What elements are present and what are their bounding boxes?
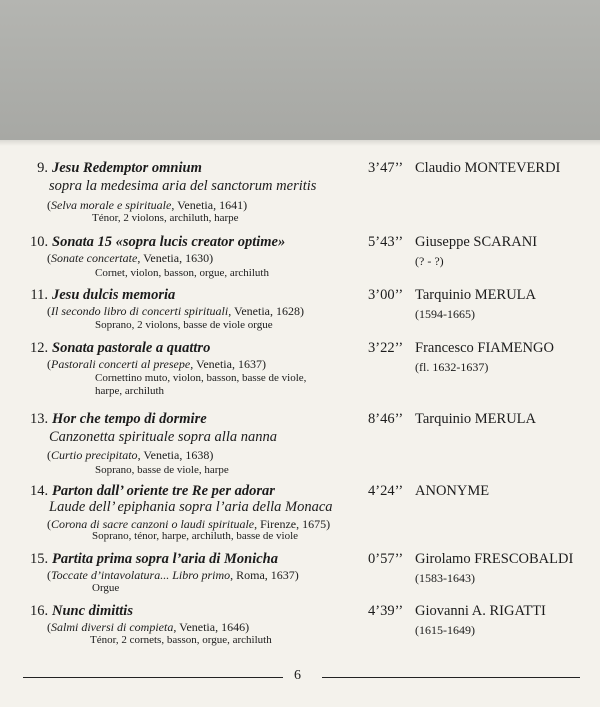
track-title: Parton dall’ oriente tre Re per adorar xyxy=(52,483,275,499)
track-duration: 3’00’’ xyxy=(368,287,404,303)
footer-rule-right xyxy=(322,677,580,678)
track-number: 11. xyxy=(30,287,48,303)
track-performers: Soprano, basse de viole, harpe xyxy=(95,464,229,476)
source-title: Toccate d’intavolatura... Libro primo xyxy=(51,568,231,582)
track-performers: Soprano, ténor, harpe, archiluth, basse de viole xyxy=(92,530,299,542)
track-number: 12. xyxy=(30,340,49,356)
composer-dates: (1583-1643) xyxy=(415,571,475,585)
track-title: Jesu dulcis memoria xyxy=(52,287,176,303)
track-number: 15. xyxy=(30,551,49,567)
track-duration: 5’43’’ xyxy=(368,234,404,250)
track-source: (Toccate d’intavolatura... Libro primo, Roma, 1637) xyxy=(47,568,299,582)
track-composer: Tarquinio MERULA xyxy=(415,287,537,303)
track-title: Partita prima sopra l’aria di Monicha xyxy=(52,551,278,567)
track-source: (Il secondo libro di concerti spirituali, Venetia, 1628) xyxy=(47,304,304,318)
track-subtitle: Laude dell’ epiphania sopra l’aria della Monaca xyxy=(49,499,333,515)
header-gray-band xyxy=(0,0,600,140)
track-title: Nunc dimittis xyxy=(52,603,133,619)
composer-dates: (1594-1665) xyxy=(415,307,475,321)
track-title: Sonata pastorale a quattro xyxy=(52,340,211,356)
track-duration: 3’47’’ xyxy=(368,160,404,176)
track-performers: Ténor, 2 cornets, basson, orgue, archiluth xyxy=(90,634,272,646)
track-performers: Ténor, 2 violons, archiluth, harpe xyxy=(92,212,239,224)
composer-dates: (fl. 1632-1637) xyxy=(415,360,489,374)
track-duration: 4’39’’ xyxy=(368,603,404,619)
track-composer: Girolamo FRESCOBALDI xyxy=(415,551,574,567)
track-subtitle: sopra la medesima aria del sanctorum meritis xyxy=(49,178,317,194)
track-source: (Salmi diversi di compieta, Venetia, 1646) xyxy=(47,620,250,634)
track-composer: Francesco FIAMENGO xyxy=(415,340,554,356)
source-detail: , Venetia, 1638) xyxy=(137,448,214,462)
track-composer: Giovanni A. RIGATTI xyxy=(415,603,546,619)
track-performers: Cornet, violon, basson, orgue, archiluth xyxy=(95,267,269,279)
track-performers: Soprano, 2 violons, basse de viole orgue xyxy=(95,319,273,331)
track-performers-continued: harpe, archiluth xyxy=(95,385,165,397)
source-detail: , Venetia, 1637) xyxy=(190,357,266,371)
track-source: (Sonate concertate, Venetia, 1630) xyxy=(47,251,214,265)
track-composer: ANONYME xyxy=(415,483,490,499)
track-performers: Cornettino muto, violon, basson, basse de viole, xyxy=(95,372,307,384)
track-duration: 8’46’’ xyxy=(368,411,404,427)
track-composer: Giuseppe SCARANI xyxy=(415,234,538,250)
track-duration: 0’57’’ xyxy=(368,551,404,567)
track-title: Sonata 15 «sopra lucis creator optime» xyxy=(52,234,286,250)
source-title: Corona di sacre canzoni o laudi spirituale xyxy=(51,517,255,531)
page-number: 6 xyxy=(294,668,301,683)
track-duration: 3’22’’ xyxy=(368,340,404,356)
source-detail: , Venetia, 1641) xyxy=(171,198,248,212)
track-number: 14. xyxy=(30,483,49,499)
source-detail: , Venetia, 1646) xyxy=(173,620,250,634)
composer-dates: (1615-1649) xyxy=(415,623,475,637)
track-number: 9. xyxy=(37,160,48,176)
source-title: Sonate concertate xyxy=(51,251,138,265)
track-number: 10. xyxy=(30,234,49,250)
source-detail: , Venetia, 1628) xyxy=(228,304,304,318)
track-source: (Pastorali concerti al presepe, Venetia, 1637) xyxy=(47,357,266,371)
track-source: (Curtio precipitato, Venetia, 1638) xyxy=(47,448,214,462)
track-source: (Selva morale e spirituale, Venetia, 1641) xyxy=(47,198,248,212)
source-title: Salmi diversi di compieta xyxy=(51,620,174,634)
source-title: Curtio precipitato xyxy=(51,448,138,462)
track-composer: Claudio MONTEVERDI xyxy=(415,160,561,176)
source-title: Selva morale e spirituale xyxy=(51,198,172,212)
composer-dates: (? - ?) xyxy=(415,254,444,268)
track-number: 13. xyxy=(30,411,49,427)
track-composer: Tarquinio MERULA xyxy=(415,411,537,427)
track-number: 16. xyxy=(30,603,49,619)
track-title: Jesu Redemptor omnium xyxy=(52,160,202,176)
track-title: Hor che tempo di dormire xyxy=(52,411,207,427)
track-subtitle: Canzonetta spirituale sopra alla nanna xyxy=(49,429,277,445)
source-detail: , Firenze, 1675) xyxy=(254,517,331,531)
source-title: Pastorali concerti al presepe xyxy=(51,357,191,371)
track-duration: 4’24’’ xyxy=(368,483,404,499)
footer-rule-left xyxy=(23,677,283,678)
source-title: Il secondo libro di concerti spirituali xyxy=(51,304,229,318)
source-detail: , Venetia, 1630) xyxy=(137,251,214,265)
source-detail: , Roma, 1637) xyxy=(230,568,299,582)
track-performers: Orgue xyxy=(92,582,120,594)
track-source: (Corona di sacre canzoni o laudi spirituale, Firenze, 1675) xyxy=(47,517,331,531)
